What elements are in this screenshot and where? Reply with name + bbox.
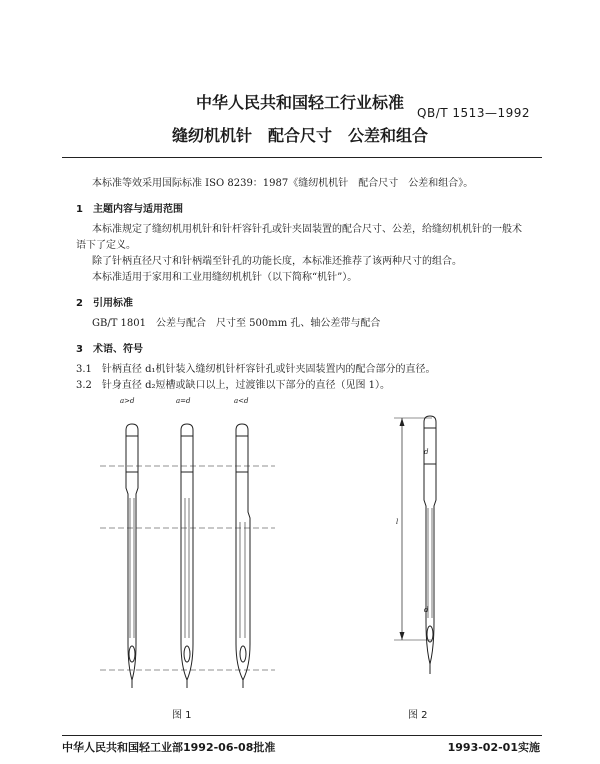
figure-1-label-a-less-d: a<d bbox=[234, 397, 249, 405]
footer-divider bbox=[62, 735, 542, 736]
issuing-organization: 中华人民共和国轻工行业标准 bbox=[195, 93, 404, 112]
effective-date: 1993-02-01实施 bbox=[447, 741, 540, 754]
section-1-paragraph-1-line-2: 语下了定义。 bbox=[76, 240, 136, 251]
section-1-paragraph-2: 除了针柄直径尺寸和针柄端至针孔的功能长度，本标准还推荐了该两种尺寸的组合。 bbox=[92, 256, 462, 267]
needle-a-equal-d bbox=[181, 424, 193, 688]
needle-a-less-d bbox=[236, 424, 250, 688]
needle-a-greater-d bbox=[126, 424, 138, 688]
intro-paragraph: 本标准等效采用国际标准 ISO 8239：1987《缝纫机机针 配合尺寸 公差和组合》。 bbox=[92, 178, 474, 189]
term-3-1: 3.1 针柄直径 d₁机针装入缝纫机针杆容针孔或针夹固装置内的配合部分的直径。 bbox=[76, 364, 436, 375]
figure-1-label-a-equal-d: a=d bbox=[176, 397, 191, 405]
figure-2-dimension-l: l bbox=[396, 518, 399, 526]
document-title: 缝纫机机针 配合尺寸 公差和组合 bbox=[171, 126, 428, 145]
figure-2-mark-d-upper: d bbox=[424, 448, 429, 456]
section-3-heading: 3 术语、符号 bbox=[76, 344, 143, 355]
section-1-heading: 1 主题内容与适用范围 bbox=[76, 204, 183, 215]
figure-2-caption: 图 2 bbox=[408, 710, 428, 721]
figure-1-label-a-greater-d: a>d bbox=[120, 397, 135, 405]
figure-2-needle-drawing bbox=[380, 408, 480, 688]
header-divider bbox=[62, 157, 542, 158]
section-1-paragraph-3: 本标准适用于家用和工业用缝纫机机针（以下简称“机针”）。 bbox=[92, 272, 358, 283]
figure-1-needle-drawing bbox=[95, 408, 285, 698]
figure-1-caption: 图 1 bbox=[172, 710, 192, 721]
approval-statement: 中华人民共和国轻工业部1992-06-08批准 bbox=[62, 741, 276, 754]
section-2-heading: 2 引用标准 bbox=[76, 298, 133, 309]
normative-reference: GB/T 1801 公差与配合 尺寸至 500mm 孔、轴公差带与配合 bbox=[92, 318, 381, 329]
term-3-2: 3.2 针身直径 d₂短槽或缺口以上，过渡锥以下部分的直径（见图 1）。 bbox=[76, 380, 391, 391]
standard-code: QB/T 1513—1992 bbox=[417, 106, 530, 120]
figure-2-mark-d-lower: d bbox=[424, 606, 429, 614]
section-1-paragraph-1-line-1: 本标准规定了缝纫机用机针和针杆容针孔或针夹固装置的配合尺寸、公差，给缝纫机机针的一般术 bbox=[92, 224, 522, 235]
